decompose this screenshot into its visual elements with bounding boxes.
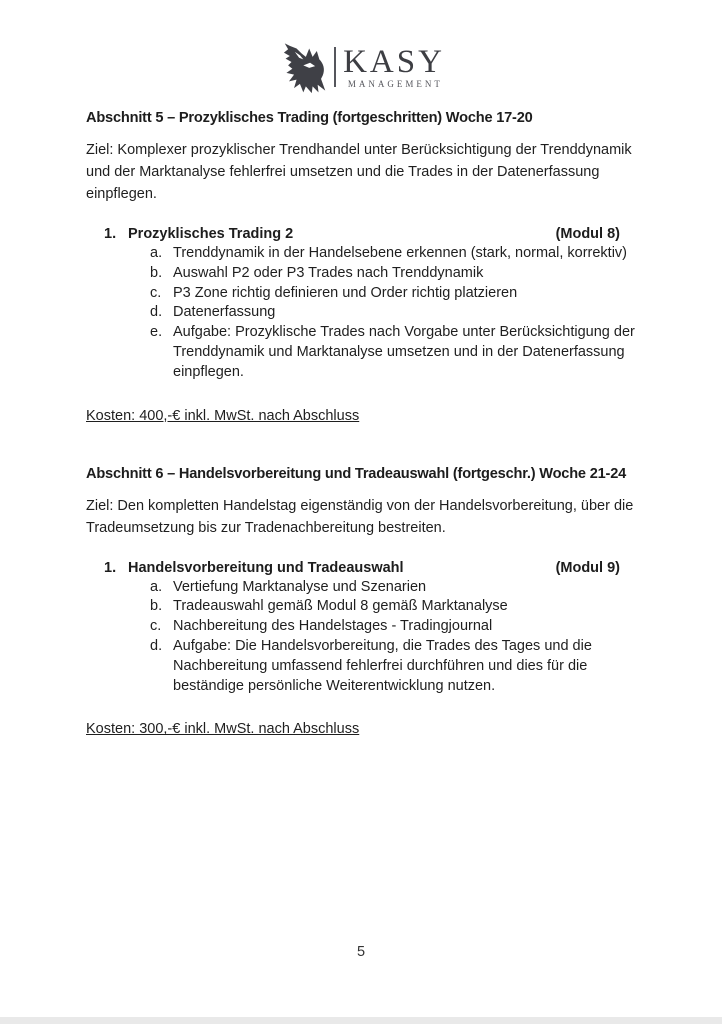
logo-divider xyxy=(334,47,336,87)
list-item xyxy=(150,637,636,696)
list-item-text: Auswahl P2 oder P3 Trades nach Trenddynamik xyxy=(173,264,484,281)
list-item xyxy=(150,244,636,264)
list-item-text: P3 Zone richtig definieren und Order richtig platzieren xyxy=(173,284,518,301)
list-letter: b. xyxy=(150,598,163,615)
list-letter: c. xyxy=(150,618,162,635)
list-letter: d. xyxy=(150,637,163,654)
list-item-text: Aufgabe: Die Handelsvorbereitung, die Trades des Tages und die Nachbereitung umfassend fehlerfrei durchführen und dies für die beständige persönliche Weiterentwicklung nutzen. xyxy=(173,637,592,694)
list-item xyxy=(150,617,636,637)
list-letter: b. xyxy=(150,264,163,281)
logo-brand: KASY xyxy=(343,43,445,80)
list-item xyxy=(150,303,636,323)
list-item xyxy=(150,597,636,617)
list-item-text: Nachbereitung des Handelstages - Tradingjournal xyxy=(173,618,493,635)
list-item xyxy=(150,578,636,598)
list-number: 1. xyxy=(104,226,117,242)
section-abschnitt-5 xyxy=(86,110,636,426)
list-item xyxy=(150,323,636,382)
logo-text xyxy=(343,43,445,89)
section-heading: Abschnitt 6 – Handelsvorbereitung und Tradeauswahl (fortgeschr.) Woche 21-24 xyxy=(86,465,627,482)
section-abschnitt-6 xyxy=(86,466,636,740)
document-content xyxy=(86,110,636,739)
wolf-icon xyxy=(277,40,333,94)
list-item-text: Tradeauswahl gemäß Modul 8 gemäß Marktanalyse xyxy=(173,598,508,615)
section-heading: Abschnitt 5 – Prozyklisches Trading (fortgeschritten) Woche 17-20 xyxy=(86,110,533,126)
module-title: Handelsvorbereitung und Tradeauswahl xyxy=(128,559,404,576)
list-letter: a. xyxy=(150,578,163,595)
list-item xyxy=(150,284,636,304)
page-bottom-edge xyxy=(0,1017,722,1024)
module-tag: (Modul 9) xyxy=(555,559,620,576)
list-letter: e. xyxy=(150,324,163,341)
module-tag: (Modul 8) xyxy=(555,226,620,242)
module-item xyxy=(104,224,636,244)
section-goal: Ziel: Komplexer prozyklischer Trendhandel unter Berücksichtigung der Trenddynamik und der Marktanalyse fehlerfrei umsetzen und die Trades in der Datenerfassung einpflegen. xyxy=(86,142,632,202)
logo-subtitle: MANAGEMENT xyxy=(347,78,443,89)
list-number: 1. xyxy=(104,559,117,576)
subitem-list xyxy=(86,244,636,383)
module-title: Prozyklisches Trading 2 xyxy=(128,226,294,242)
cost-line: Kosten: 300,-€ inkl. MwSt. nach Abschluss xyxy=(86,721,360,738)
list-item-text: Trenddynamik in der Handelsebene erkennen (stark, normal, korrektiv) xyxy=(173,245,628,261)
list-item-text: Datenerfassung xyxy=(173,304,276,321)
list-letter: d. xyxy=(150,304,163,321)
subitem-list xyxy=(86,578,636,697)
module-item xyxy=(104,558,636,578)
logo xyxy=(0,40,722,94)
page-number: 5 xyxy=(356,944,366,960)
list-item-text: Vertiefung Marktanalyse und Szenarien xyxy=(173,578,427,595)
list-item-text: Aufgabe: Prozyklische Trades nach Vorgabe unter Berücksichtigung der Trenddynamik und Marktanalyse umsetzen und in der Datenerfassung einpflegen. xyxy=(173,324,635,380)
section-goal: Ziel: Den kompletten Handelstag eigenständig von der Handelsvorbereitung, über die Tradeumsetzung bis zur Tradenachbereitung bestreiten. xyxy=(86,497,634,536)
list-item xyxy=(150,264,636,284)
list-letter: a. xyxy=(150,245,163,261)
list-letter: c. xyxy=(150,284,162,301)
cost-line: Kosten: 400,-€ inkl. MwSt. nach Abschluss xyxy=(86,407,360,424)
